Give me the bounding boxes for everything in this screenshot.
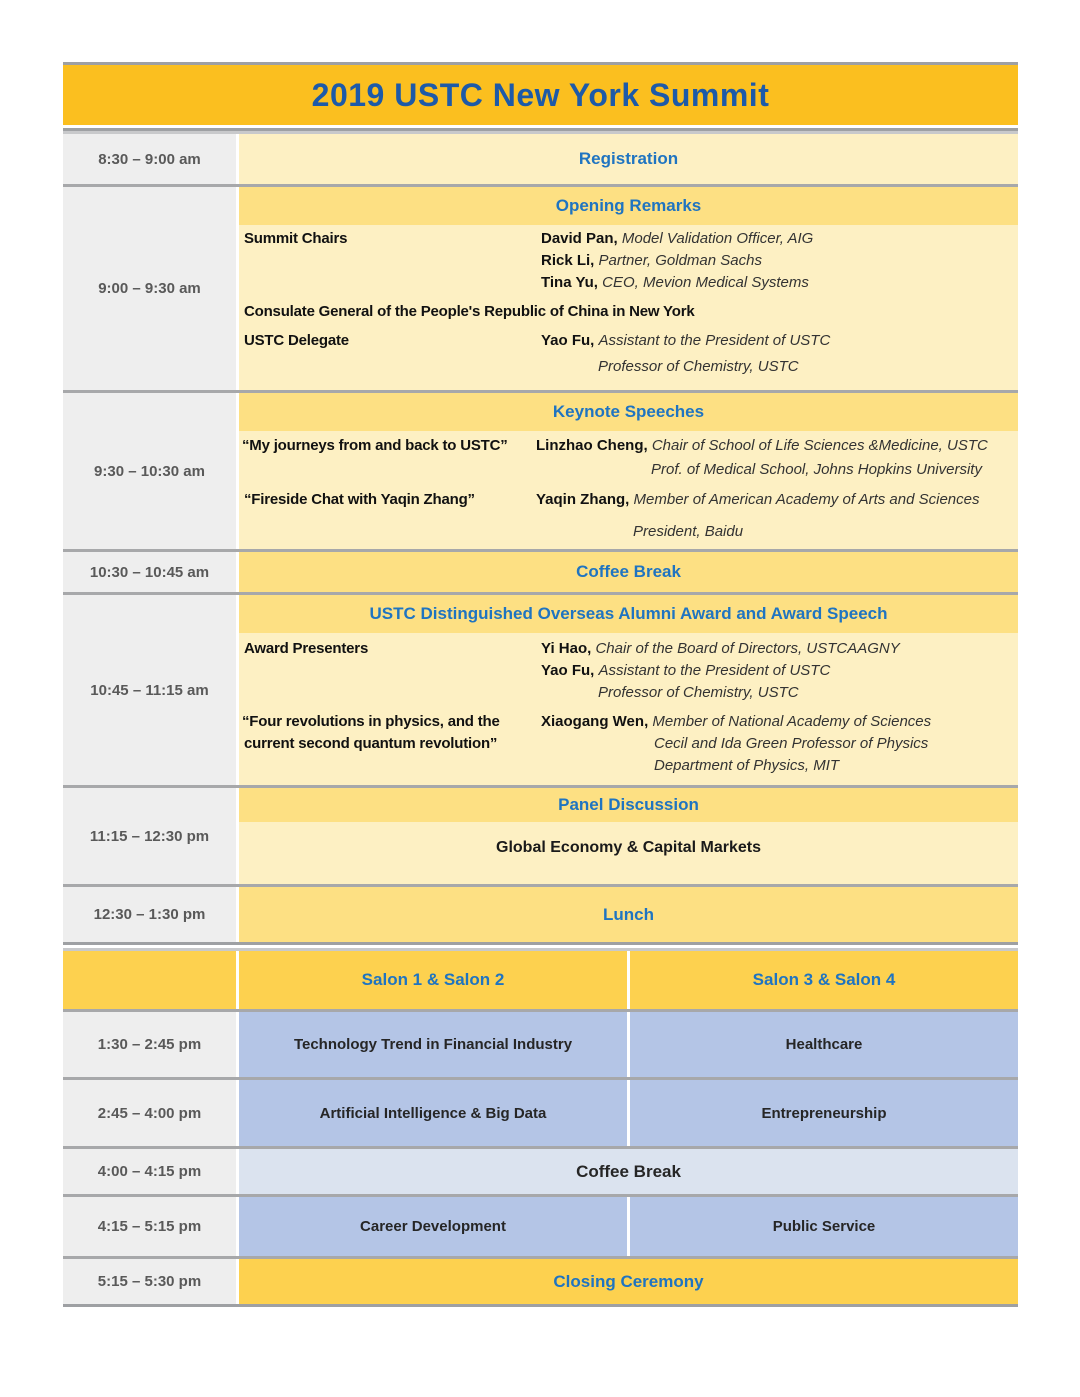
speaker: David Pan, Model Validation Officer, AIG [541, 230, 814, 247]
session-title: Panel Discussion [239, 788, 1018, 822]
row-opening-remarks [63, 187, 1018, 393]
row-panel [63, 788, 1018, 887]
time-cell: 9:30 – 10:30 am [63, 393, 239, 549]
speaker: Xiaogang Wen, Member of National Academy of Sciences [541, 713, 932, 730]
time-cell: 5:15 – 5:30 pm [63, 1259, 239, 1304]
talk-title: current second quantum revolution” [244, 735, 498, 752]
speaker-title: Prof. of Medical School, Johns Hopkins University [651, 461, 982, 478]
consulate-label: Consulate General of the People's Republic of China in New York [244, 303, 695, 320]
keynote-cell [239, 393, 1018, 549]
salon-row [63, 1080, 1018, 1149]
time-cell: 9:00 – 9:30 am [63, 187, 239, 390]
time-cell: 4:00 – 4:15 pm [63, 1149, 239, 1194]
speaker-title: Professor of Chemistry, USTC [598, 684, 799, 701]
salon-column-1: Salon 1 & Salon 2 [361, 970, 505, 989]
salon-column-2: Salon 3 & Salon 4 [627, 951, 1018, 1009]
salon-session: Career Development [239, 1197, 627, 1256]
page-title: 2019 USTC New York Summit [63, 62, 1018, 125]
time-cell: 2:45 – 4:00 pm [63, 1080, 239, 1146]
coffee-cell [239, 552, 1018, 592]
session-title: Coffee Break [576, 562, 681, 581]
salon-header [63, 951, 1018, 1012]
session-title: Keynote Speeches [239, 393, 1018, 431]
session-title: Lunch [603, 904, 654, 924]
speaker-title: Professor of Chemistry, USTC [598, 358, 799, 375]
coffee-break-cell: Coffee Break [239, 1149, 1018, 1194]
row-lunch [63, 887, 1018, 945]
lunch-cell [239, 887, 1018, 942]
salon-row [63, 1149, 1018, 1197]
registration-cell [239, 134, 1018, 184]
award-cell [239, 595, 1018, 785]
salon-session: Healthcare [627, 1012, 1018, 1077]
panel-cell [239, 788, 1018, 884]
agenda-page [63, 62, 1018, 1307]
session-title: Registration [578, 149, 679, 168]
time-cell: 1:30 – 2:45 pm [63, 1012, 239, 1077]
salon-session: Public Service [627, 1197, 1018, 1256]
time-cell: 11:15 – 12:30 pm [63, 788, 239, 884]
role-label: Summit Chairs [244, 230, 348, 247]
speaker: Rick Li, Partner, Goldman Sachs [541, 252, 762, 269]
speaker-title: President, Baidu [633, 523, 744, 540]
salon-row [63, 1012, 1018, 1080]
role-label: USTC Delegate [244, 332, 349, 349]
speaker: Yao Fu, Assistant to the President of USTC [541, 662, 831, 679]
salon-row [63, 1197, 1018, 1259]
speaker: Yao Fu, Assistant to the President of USTC [541, 332, 831, 349]
talk-title: “My journeys from and back to USTC” [242, 437, 508, 454]
panel-topic: Global Economy & Capital Markets [496, 839, 761, 856]
time-cell: 12:30 – 1:30 pm [63, 887, 239, 942]
row-keynote [63, 393, 1018, 552]
talk-title: “Four revolutions in physics, and the [242, 713, 500, 730]
speaker-title: Department of Physics, MIT [654, 757, 840, 774]
row-coffee-break [63, 552, 1018, 595]
speaker: Yaqin Zhang, Member of American Academy of Arts and Sciences [536, 491, 980, 508]
time-cell: 10:30 – 10:45 am [63, 552, 239, 592]
speaker: Linzhao Cheng, Chair of School of Life Sciences &Medicine, USTC [536, 437, 988, 454]
time-cell: 4:15 – 5:15 pm [63, 1197, 239, 1256]
time-cell: 8:30 – 9:00 am [63, 134, 239, 184]
opening-cell [239, 187, 1018, 390]
talk-title: “Fireside Chat with Yaqin Zhang” [244, 491, 475, 508]
speaker-title: Cecil and Ida Green Professor of Physics [654, 735, 929, 752]
salon-session: Technology Trend in Financial Industry [239, 1012, 627, 1077]
speaker: Tina Yu, CEO, Mevion Medical Systems [541, 274, 809, 291]
closing-cell: Closing Ceremony [239, 1259, 1018, 1304]
row-registration [63, 134, 1018, 187]
salon-session: Artificial Intelligence & Big Data [239, 1080, 627, 1146]
salon-session: Entrepreneurship [627, 1080, 1018, 1146]
time-cell: 10:45 – 11:15 am [63, 595, 239, 785]
role-label: Award Presenters [244, 640, 369, 657]
session-title: USTC Distinguished Overseas Alumni Award and Award Speech [239, 595, 1018, 633]
row-award [63, 595, 1018, 788]
closing-row [63, 1259, 1018, 1307]
speaker: Yi Hao, Chair of the Board of Directors, USTCAAGNY [541, 640, 900, 657]
session-title: Opening Remarks [239, 187, 1018, 225]
